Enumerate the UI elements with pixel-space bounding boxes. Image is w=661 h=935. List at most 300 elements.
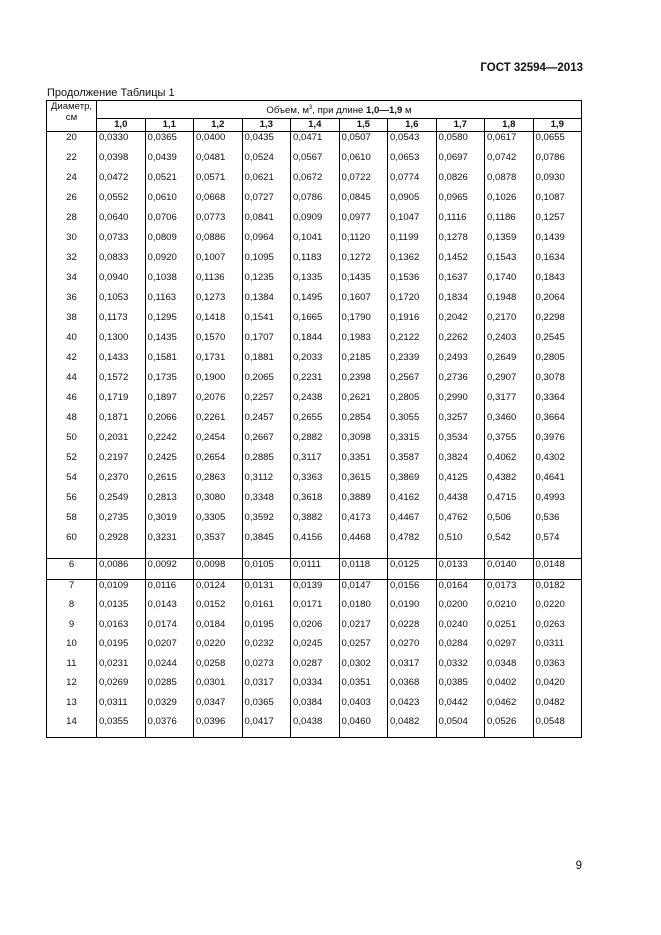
volume-cell: 0,2425 xyxy=(145,452,194,472)
diameter-cell: 28 xyxy=(47,212,97,232)
volume-cell: 0,0482 xyxy=(388,716,437,738)
volume-cell: 0,0351 xyxy=(339,677,388,697)
table-body xyxy=(47,132,582,738)
diameter-cell: 20 xyxy=(47,132,97,153)
volume-cell: 0,4715 xyxy=(485,492,534,512)
table-row xyxy=(47,252,582,272)
table-row xyxy=(47,619,582,639)
volume-cell: 0,1300 xyxy=(97,332,146,352)
volume-cell: 0,510 xyxy=(436,532,485,552)
volume-cell: 0,1183 xyxy=(291,252,340,272)
volume-cell: 0,574 xyxy=(533,532,582,552)
volume-cell: 0,1452 xyxy=(436,252,485,272)
volume-cell: 0,2549 xyxy=(97,492,146,512)
volume-cell: 0,0355 xyxy=(97,716,146,738)
volume-cell: 0,3615 xyxy=(339,472,388,492)
volume-cell: 0,3112 xyxy=(242,472,291,492)
table-row xyxy=(47,152,582,172)
diameter-cell: 24 xyxy=(47,172,97,192)
volume-cell: 0,4762 xyxy=(436,512,485,532)
volume-cell: 0,3664 xyxy=(533,412,582,432)
volume-cell: 0,0163 xyxy=(97,619,146,639)
volume-header-sup: 3 xyxy=(308,105,313,111)
diameter-cell: 42 xyxy=(47,352,97,372)
volume-cell: 0,1362 xyxy=(388,252,437,272)
volume-cell: 0,0363 xyxy=(533,658,582,678)
volume-cell: 0,2615 xyxy=(145,472,194,492)
volume-cell: 0,0786 xyxy=(291,192,340,212)
volume-cell: 0,0400 xyxy=(194,132,243,153)
volume-cell: 0,0161 xyxy=(242,599,291,619)
length-header-cell: 1,8 xyxy=(485,119,534,132)
volume-cell: 0,0552 xyxy=(97,192,146,212)
volume-cell: 0,1570 xyxy=(194,332,243,352)
length-header-cell: 1,0 xyxy=(97,119,146,132)
volume-cell: 0,0257 xyxy=(339,638,388,658)
volume-cell: 0,1720 xyxy=(388,292,437,312)
volume-cell: 0,0143 xyxy=(145,599,194,619)
diameter-cell: 46 xyxy=(47,392,97,412)
volume-cell: 0,0156 xyxy=(388,579,437,599)
volume-cell: 0,2990 xyxy=(436,392,485,412)
volume-cell: 0,0571 xyxy=(194,172,243,192)
volume-cell: 0,0773 xyxy=(194,212,243,232)
volume-cell: 0,0347 xyxy=(194,697,243,717)
volume-cell: 0,0640 xyxy=(97,212,146,232)
volume-cell: 0,0878 xyxy=(485,172,534,192)
diameter-cell: 14 xyxy=(47,716,97,738)
table-row xyxy=(47,272,582,292)
volume-cell: 0,1439 xyxy=(533,232,582,252)
table-row xyxy=(47,352,582,372)
volume-cell: 0,0521 xyxy=(145,172,194,192)
volume-cell: 0,2457 xyxy=(242,412,291,432)
volume-cell: 0,0173 xyxy=(485,579,534,599)
diameter-cell: 34 xyxy=(47,272,97,292)
length-header-cell: 1,1 xyxy=(145,119,194,132)
volume-cell: 0,2805 xyxy=(388,392,437,412)
volume-cell: 0,0462 xyxy=(485,697,534,717)
volume-cell: 0,4641 xyxy=(533,472,582,492)
volume-cell: 0,3019 xyxy=(145,512,194,532)
volume-cell: 0,0332 xyxy=(436,658,485,678)
volume-cell: 0,1186 xyxy=(485,212,534,232)
volume-cell: 0,0210 xyxy=(485,599,534,619)
table-row xyxy=(47,412,582,432)
volume-cell: 0,4156 xyxy=(291,532,340,552)
diameter-cell: 48 xyxy=(47,412,97,432)
volume-cell: 0,0655 xyxy=(533,132,582,153)
volume-cell: 0,3587 xyxy=(388,452,437,472)
volume-cell: 0,1359 xyxy=(485,232,534,252)
volume-cell: 0,1900 xyxy=(194,372,243,392)
diameter-cell: 10 xyxy=(47,638,97,658)
volume-cell: 0,2031 xyxy=(97,432,146,452)
volume-cell: 0,0269 xyxy=(97,677,146,697)
volume-cell: 0,3460 xyxy=(485,412,534,432)
volume-cell: 0,0140 xyxy=(485,559,534,580)
volume-cell: 0,0125 xyxy=(388,559,437,580)
diameter-cell: 52 xyxy=(47,452,97,472)
volume-cell: 0,1543 xyxy=(485,252,534,272)
volume-cell: 0,0118 xyxy=(339,559,388,580)
table-row xyxy=(47,532,582,552)
volume-cell: 0,0365 xyxy=(145,132,194,153)
volume-cell: 0,1273 xyxy=(194,292,243,312)
volume-cell: 0,0420 xyxy=(533,677,582,697)
table-row xyxy=(47,192,582,212)
volume-cell: 0,3537 xyxy=(194,532,243,552)
volume-cell: 0,0131 xyxy=(242,579,291,599)
volume-cell: 0,0909 xyxy=(291,212,340,232)
volume-cell: 0,0116 xyxy=(145,579,194,599)
volume-cell: 0,1983 xyxy=(339,332,388,352)
volume-cell: 0,0384 xyxy=(291,697,340,717)
volume-cell: 0,0135 xyxy=(97,599,146,619)
volume-cell: 0,0567 xyxy=(291,152,340,172)
volume-cell: 0,3592 xyxy=(242,512,291,532)
volume-cell: 0,1735 xyxy=(145,372,194,392)
volume-header-prefix: Объем, м xyxy=(266,105,309,117)
volume-cell: 0,0617 xyxy=(485,132,534,153)
table-row xyxy=(47,172,582,192)
volume-cell: 0,0152 xyxy=(194,599,243,619)
diameter-cell: 22 xyxy=(47,152,97,172)
volume-cell: 0,2567 xyxy=(388,372,437,392)
volume-cell: 0,0228 xyxy=(388,619,437,639)
volume-cell: 0,3618 xyxy=(291,492,340,512)
volume-cell: 0,0263 xyxy=(533,619,582,639)
volume-cell: 0,3882 xyxy=(291,512,340,532)
volume-cell: 0,1541 xyxy=(242,312,291,332)
volume-cell: 0,3348 xyxy=(242,492,291,512)
volume-cell: 0,0180 xyxy=(339,599,388,619)
volume-cell: 0,0930 xyxy=(533,172,582,192)
volume-header-suffix: м xyxy=(402,105,412,117)
volume-cell: 0,1881 xyxy=(242,352,291,372)
volume-cell: 0,3055 xyxy=(388,412,437,432)
volume-cell: 0,0302 xyxy=(339,658,388,678)
volume-cell: 0,0376 xyxy=(145,716,194,738)
volume-cell: 0,1495 xyxy=(291,292,340,312)
volume-cell: 0,1026 xyxy=(485,192,534,212)
volume-cell: 0,0317 xyxy=(242,677,291,697)
volume-cell: 0,1041 xyxy=(291,232,340,252)
volume-cell: 0,3869 xyxy=(388,472,437,492)
diameter-cell: 11 xyxy=(47,658,97,678)
volume-cell: 0,0472 xyxy=(97,172,146,192)
volume-cell: 0,0184 xyxy=(194,619,243,639)
volume-cell: 0,2667 xyxy=(242,432,291,452)
volume-cell: 0,2261 xyxy=(194,412,243,432)
table-row xyxy=(47,638,582,658)
volume-cell: 0,0098 xyxy=(194,559,243,580)
volume-cell: 0,3117 xyxy=(291,452,340,472)
volume-cell: 0,0435 xyxy=(242,132,291,153)
volume-cell: 0,2654 xyxy=(194,452,243,472)
volume-cell: 0,1871 xyxy=(97,412,146,432)
volume-cell: 0,0809 xyxy=(145,232,194,252)
volume-cell: 0,0442 xyxy=(436,697,485,717)
length-header-cell: 1,6 xyxy=(388,119,437,132)
volume-cell: 0,4782 xyxy=(388,532,437,552)
volume-cell: 0,1278 xyxy=(436,232,485,252)
volume-cell: 0,3231 xyxy=(145,532,194,552)
volume-cell: 0,0244 xyxy=(145,658,194,678)
volume-cell: 0,0287 xyxy=(291,658,340,678)
volume-cell: 0,0742 xyxy=(485,152,534,172)
volume-cell: 0,0174 xyxy=(145,619,194,639)
volume-cell: 0,2813 xyxy=(145,492,194,512)
volume-cell: 0,2736 xyxy=(436,372,485,392)
volume-header-middle: , при длине xyxy=(312,105,367,117)
volume-cell: 0,0417 xyxy=(242,716,291,738)
volume-cell: 0,2122 xyxy=(388,332,437,352)
length-header-cell: 1,2 xyxy=(194,119,243,132)
volume-cell: 0,0297 xyxy=(485,638,534,658)
table-row xyxy=(47,492,582,512)
volume-cell: 0,4467 xyxy=(388,512,437,532)
volume-header-range: 1,0—1,9 xyxy=(366,105,403,117)
volume-cell: 0,0365 xyxy=(242,697,291,717)
volume-cell: 0,1384 xyxy=(242,292,291,312)
volume-cell: 0,2493 xyxy=(436,352,485,372)
volume-cell: 0,3845 xyxy=(242,532,291,552)
volume-cell: 0,2339 xyxy=(388,352,437,372)
volume-cell: 0,0200 xyxy=(436,599,485,619)
volume-cell: 0,0841 xyxy=(242,212,291,232)
volume-cell: 0,1435 xyxy=(145,332,194,352)
volume-cell: 0,0220 xyxy=(533,599,582,619)
volume-cell: 0,1740 xyxy=(485,272,534,292)
volume-cell: 0,2882 xyxy=(291,432,340,452)
volume-cell: 0,0182 xyxy=(533,579,582,599)
diameter-cell: 36 xyxy=(47,292,97,312)
volume-cell: 0,2370 xyxy=(97,472,146,492)
volume-cell: 0,3976 xyxy=(533,432,582,452)
table-row xyxy=(47,332,582,352)
volume-cell: 0,0706 xyxy=(145,212,194,232)
volume-cell: 0,1572 xyxy=(97,372,146,392)
volume-cell: 0,0385 xyxy=(436,677,485,697)
volume-cell: 0,0133 xyxy=(436,559,485,580)
volume-cell: 0,0329 xyxy=(145,697,194,717)
volume-cell: 0,0111 xyxy=(291,559,340,580)
volume-cell: 0,0398 xyxy=(97,152,146,172)
volume-cell: 0,0251 xyxy=(485,619,534,639)
volume-cell: 0,1120 xyxy=(339,232,388,252)
volume-cell: 0,1418 xyxy=(194,312,243,332)
volume-cell: 0,0220 xyxy=(194,638,243,658)
volume-cell: 0,0826 xyxy=(436,172,485,192)
volume-table xyxy=(46,100,582,738)
volume-cell: 0,2907 xyxy=(485,372,534,392)
diameter-cell: 60 xyxy=(47,532,97,552)
volume-cell: 0,1665 xyxy=(291,312,340,332)
table-row xyxy=(47,212,582,232)
volume-cell: 0,506 xyxy=(485,512,534,532)
volume-cell: 0,0207 xyxy=(145,638,194,658)
volume-cell: 0,2735 xyxy=(97,512,146,532)
volume-cell: 0,0845 xyxy=(339,192,388,212)
volume-cell: 0,0402 xyxy=(485,677,534,697)
volume-cell: 0,3098 xyxy=(339,432,388,452)
volume-cell: 0,3315 xyxy=(388,432,437,452)
volume-cell: 0,4173 xyxy=(339,512,388,532)
volume-cell: 0,0273 xyxy=(242,658,291,678)
volume-cell: 0,1163 xyxy=(145,292,194,312)
length-header-cell: 1,3 xyxy=(242,119,291,132)
volume-cell: 0,0482 xyxy=(533,697,582,717)
volume-cell: 0,0423 xyxy=(388,697,437,717)
volume-cell: 0,2066 xyxy=(145,412,194,432)
volume-cell: 0,4993 xyxy=(533,492,582,512)
volume-cell: 0,1038 xyxy=(145,272,194,292)
volume-cell: 0,1707 xyxy=(242,332,291,352)
volume-cell: 0,0284 xyxy=(436,638,485,658)
diameter-cell: 38 xyxy=(47,312,97,332)
table-row xyxy=(47,677,582,697)
volume-cell: 0,0580 xyxy=(436,132,485,153)
volume-cell: 0,2076 xyxy=(194,392,243,412)
volume-cell: 0,0396 xyxy=(194,716,243,738)
volume-cell: 0,0139 xyxy=(291,579,340,599)
volume-cell: 0,0833 xyxy=(97,252,146,272)
volume-cell: 0,4438 xyxy=(436,492,485,512)
diameter-cell: 58 xyxy=(47,512,97,532)
volume-cell: 0,1897 xyxy=(145,392,194,412)
volume-cell: 0,0232 xyxy=(242,638,291,658)
table-row xyxy=(47,312,582,332)
diameter-cell: 56 xyxy=(47,492,97,512)
volume-cell: 0,3534 xyxy=(436,432,485,452)
volume-cell: 0,2398 xyxy=(339,372,388,392)
volume-cell: 0,2185 xyxy=(339,352,388,372)
volume-header xyxy=(97,101,582,119)
volume-cell: 0,2863 xyxy=(194,472,243,492)
volume-cell: 0,1087 xyxy=(533,192,582,212)
volume-cell: 0,0543 xyxy=(388,132,437,153)
table-row xyxy=(47,658,582,678)
volume-cell: 0,4468 xyxy=(339,532,388,552)
table-row xyxy=(47,472,582,492)
volume-cell: 0,0109 xyxy=(97,579,146,599)
volume-cell: 0,0124 xyxy=(194,579,243,599)
volume-cell: 0,0270 xyxy=(388,638,437,658)
volume-cell: 0,1843 xyxy=(533,272,582,292)
diameter-cell: 54 xyxy=(47,472,97,492)
volume-cell: 0,0317 xyxy=(388,658,437,678)
volume-cell: 0,1637 xyxy=(436,272,485,292)
volume-cell: 0,2064 xyxy=(533,292,582,312)
volume-cell: 0,2231 xyxy=(291,372,340,392)
volume-cell: 0,2928 xyxy=(97,532,146,552)
volume-cell: 0,1634 xyxy=(533,252,582,272)
volume-cell: 0,0245 xyxy=(291,638,340,658)
diameter-cell: 7 xyxy=(47,579,97,599)
table-row xyxy=(47,372,582,392)
volume-cell: 0,0092 xyxy=(145,559,194,580)
volume-cell: 0,0217 xyxy=(339,619,388,639)
volume-cell: 0,0727 xyxy=(242,192,291,212)
length-header-row xyxy=(47,119,582,132)
table-row xyxy=(47,599,582,619)
volume-cell: 0,0977 xyxy=(339,212,388,232)
volume-cell: 0,2403 xyxy=(485,332,534,352)
volume-cell: 0,1731 xyxy=(194,352,243,372)
volume-cell: 0,1948 xyxy=(485,292,534,312)
volume-cell: 0,1235 xyxy=(242,272,291,292)
volume-cell: 0,2805 xyxy=(533,352,582,372)
volume-cell: 0,3364 xyxy=(533,392,582,412)
volume-cell: 0,0697 xyxy=(436,152,485,172)
volume-cell: 0,1536 xyxy=(388,272,437,292)
volume-cell: 0,1435 xyxy=(339,272,388,292)
volume-cell: 0,0311 xyxy=(533,638,582,658)
volume-cell: 0,1335 xyxy=(291,272,340,292)
volume-cell: 0,0672 xyxy=(291,172,340,192)
volume-cell: 0,0471 xyxy=(291,132,340,153)
volume-cell: 0,2170 xyxy=(485,312,534,332)
table-row xyxy=(47,432,582,452)
volume-cell: 0,3078 xyxy=(533,372,582,392)
volume-cell: 0,0206 xyxy=(291,619,340,639)
volume-cell: 0,3351 xyxy=(339,452,388,472)
diameter-cell: 44 xyxy=(47,372,97,392)
volume-cell: 0,4302 xyxy=(533,452,582,472)
volume-cell: 0,0460 xyxy=(339,716,388,738)
volume-cell: 0,0610 xyxy=(339,152,388,172)
volume-cell: 0,0164 xyxy=(436,579,485,599)
volume-cell: 0,0965 xyxy=(436,192,485,212)
volume-cell: 0,1433 xyxy=(97,352,146,372)
volume-cell: 0,3305 xyxy=(194,512,243,532)
volume-cell: 0,2298 xyxy=(533,312,582,332)
volume-cell: 0,0610 xyxy=(145,192,194,212)
table-row xyxy=(47,559,582,580)
volume-cell: 0,0086 xyxy=(97,559,146,580)
volume-cell: 0,2438 xyxy=(291,392,340,412)
table-caption: Продолжение Таблицы 1 xyxy=(47,87,175,99)
volume-cell: 0,0722 xyxy=(339,172,388,192)
volume-cell: 0,3257 xyxy=(436,412,485,432)
volume-cell: 0,0653 xyxy=(388,152,437,172)
volume-cell: 0,1719 xyxy=(97,392,146,412)
volume-cell: 0,0940 xyxy=(97,272,146,292)
volume-cell: 0,2065 xyxy=(242,372,291,392)
volume-cell: 0,1272 xyxy=(339,252,388,272)
diameter-cell: 6 xyxy=(47,559,97,580)
volume-cell: 0,0964 xyxy=(242,232,291,252)
volume-cell: 0,0668 xyxy=(194,192,243,212)
diameter-cell: 9 xyxy=(47,619,97,639)
volume-cell: 0,3080 xyxy=(194,492,243,512)
diameter-cell: 26 xyxy=(47,192,97,212)
volume-cell: 0,0438 xyxy=(291,716,340,738)
volume-cell: 0,0105 xyxy=(242,559,291,580)
diameter-cell: 8 xyxy=(47,599,97,619)
volume-cell: 0,0348 xyxy=(485,658,534,678)
volume-cell: 0,0524 xyxy=(242,152,291,172)
diameter-cell: 32 xyxy=(47,252,97,272)
volume-cell: 0,1257 xyxy=(533,212,582,232)
diameter-header-line2: см xyxy=(65,112,78,123)
table-row xyxy=(47,392,582,412)
table-row xyxy=(47,512,582,532)
volume-cell: 0,1007 xyxy=(194,252,243,272)
diameter-cell: 50 xyxy=(47,432,97,452)
volume-cell: 0,2197 xyxy=(97,452,146,472)
